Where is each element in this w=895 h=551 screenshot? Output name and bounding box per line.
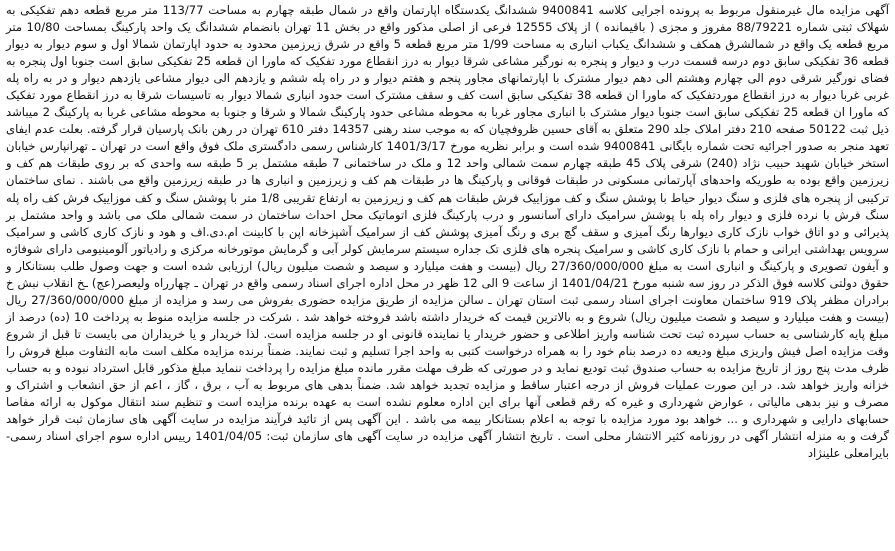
auction-notice-text: آگهی مزایده مال غیرمنقول مربوط به پرونده اجرایی کلاسه 9400841 ششدانگ یکدستگاه اپارتمان واقع در شمال طبقه چهارم به مساحت 113/77 متر مربع قطعه دهم تفکیکی به شهلاک ثبتی شماره 88/79221 مفروز و مجزی ( باقیمانده ) از پلاک 12555 فرعی از اصلی مذکور واقع در بخش 11 تهران بانضمام ششدانگ یک واحد پارکینگ بمساحت 10/80 متر مربع قطعه یک واقع در شمالشرق همکف و ششدانگ یکباب انباری به مساحت 1/99 متر مربع قطعه 5 واقع در شرق زیرزمین محدود به حدود اپارتمان شمالا اول و سوم دیوار به دیوار قطعه 36 تفکیکی سابق دوم درسه قسمت درب و دیوار و پنجره به نورگیر مشاعی شرقا دیوار به درز انقطاع مورد تفکیک که ماورا ان قطعه 25 تفکیکی سابق است جنوبا اول پنجره به فضای نورگیر شرقی دوم الی چهارم وهشتم الی دهم دیوار مشترک با اپارتمانهای مجاور پنجم و هفتم دیوار و در راه پله ششم و یازدهم الی دیوار مشاعی یازدهم دیوار و در به راه پله غربی غربا دیوار به درز انقطاع موردتفکیک که ماورا ان قطعه 38 تفکیکی سابق است کف و سقف مشترک است حدود انباری شمالا دیوار به تاسیسات شرقا به درز انقطاع مورد تفکیک که ماورا ان قطعه 25 تفکیکی سابق است جنوبا دیوار مشترک با انباری مجاور غربا به محوطه مشاعی حدود پارکینگ شمالا و شرقا و جنوبا به محوطه مشاعی غربا به پارکینگ 2 میباشد ذیل ثبت 50122 صفحه 210 دفتر املاک جلد 290 متعلق به آقای حسین ظروفچیان که به موجب سند رهنی 14357 دفتر 610 تهران در رهن بانک پارسیان قرار گرفته. بعلت عدم ایفای تعهد منجر به صدور اجرائیه تحت شماره بایگانی 9400841 شده است و برابر نظریه مورخ 1401/3/17 کارشناس رسمی دادگستری ملک فوق واقع است در تهران ـ تهرانپارس خیابان استخر خیابان شهید حبیب نژاد (240) شرقی پلاک 45 طبقه چهارم سمت شمالی واحد 12 و ملک در ساختمانی 7 طبقه مشتمل بر 5 طبقه سه واحدی که بر روی طبقات هم کف و زیرزمین واقع بوده به طوریکه واحدهای آپارتمانی مسکونی در طبقات فوقانی و پارکینگ ها در طبقات هم کف و زیرزمین و انباری ها در طبقه زیرزمین واقع می باشند . نمای ساختمان ترکیبی از پنجره های فلزی و سنگ دیوار حیاط با پوشش سنگ و کف موزاییک فرش طبقات هم کف و زیرزمین به ارتفاع تقریبی 1/8 متر با پوشش سنگ و کف موزاییک فرش کف راه پله سنگ فرش با نرده فلزی و دیوار راه پله با پوشش سرامیک دارای آسانسور و درب پارکینگ فلزی اتوماتیک محل احداث ساختمان در سمت شمالی ملک می باشد و واحد مشتمل بر پذیرائی و دو اتاق خواب نازک کاری دیوارها رنگ آمیزی و سقف گچ بری و رنگ آمیزی پوشش کف از سرامیک آشپزخانه اپن با کابینت ام.دی.اف و هود و نازک کاری کاشی و سرامیک سرویس بهداشتی ایرانی و حمام با نازک کاری کاشی و سرامیک پنجره های فلزی تک جداره سیستم سرمایش کولر آبی و گرمایش موتورخانه مرکزی و رادیاتور آلومینیومی دارای شوفاژه و آیفون تصویری و پارکینگ و انباری است به مبلغ 27/360/000/000 ریال (بیست و هفت میلیارد و سیصد و شصت میلیون ریال) ارزیابی شده است و جهت وصول طلب بستانکار و حقوق دولتی کلاسه فوق الذکر در روز سه شنبه مورخ 1401/04/21 از ساعت 9 الی 12 ظهر در محل اداره اجرای اسناد رسمی واقع در تهران ـ چهارراه ولیعصر(عج) ـخ انقلاب نبش خ برادران مظفر پلاک 919 ساختمان معاونت اجرای اسناد رسمی ثبت استان تهران ـ سالن مزایده از طریق مزایده حضوری بفروش می رسد و مزایده از مبلغ 27/360/000/000 ریال (بیست و هفت میلیارد و سیصد و شصت میلیون ریال) شروع و به بالاترین قیمت که خریدار داشته باشد فروخته خواهد شد . شرکت در جلسه مزایده منوط به پرداخت 10 (ده) درصد از مبلغ پایه کارشناسی به حساب سپرده ثبت تحت شناسه واریز اطلاعی و حضور خریدار یا نماینده قانونی او در جلسه مزایده است. لذا خریدار و یا خریداران می بایست تا قبل از شروع وقت مزایده اصل فیش واریزی مبلغ ودیعه ده درصد بنام خود را به همراه درخواست کتبی به واحد اجرا تسلیم و ثبت نمایند. ضمناً برنده مزایده مکلف است مابه التفاوت مبلغ فروش را ظرف مدت پنج روز از تاریخ مزایده به حساب صندوق ثبت تودیع نماید و در صورتی که ظرف مهلت مقرر مانده مبلغ مزایده را پرداخت ننماید مبلغ مذکور قابل استرداد نبوده و به حساب خزانه واریز خواهد شد. در این صورت عملیات فروش از درجه اعتبار ساقط و مزایده تجدید خواهد شد. ضمناً بدهی های مربوط به آب ، برق ، گاز ، اعم از حق انشعاب و اشتراک و مصرف و نیز بدهی مالیاتی ، عوارض شهرداری و غیره که رقم قطعی آنها برای این اداره معلوم نشده است به عهده برنده مزایده است و تنظیم سند انتقال موکول به ارائه مفاصا حسابهای دارایی و شهرداری و ... خواهد بود مورد مزایده با توجه به اعلام بستانکار بیمه می باشد . این آگهی پس از تائید فرآیند مزایده در سایت آگهی های سازمان ثبت قرار خواهد گرفت و به منزله انتشار آگهی در روزنامه کثیر الانتشار محلی است . تاریخ انتشار آگهی مزایده در سایت آگهی های سازمان ثبت: 1401/04/05 رییس اداره سوم اجرای اسناد رسمی- بایرامعلی علینژاد	[6, 3, 890, 461]
